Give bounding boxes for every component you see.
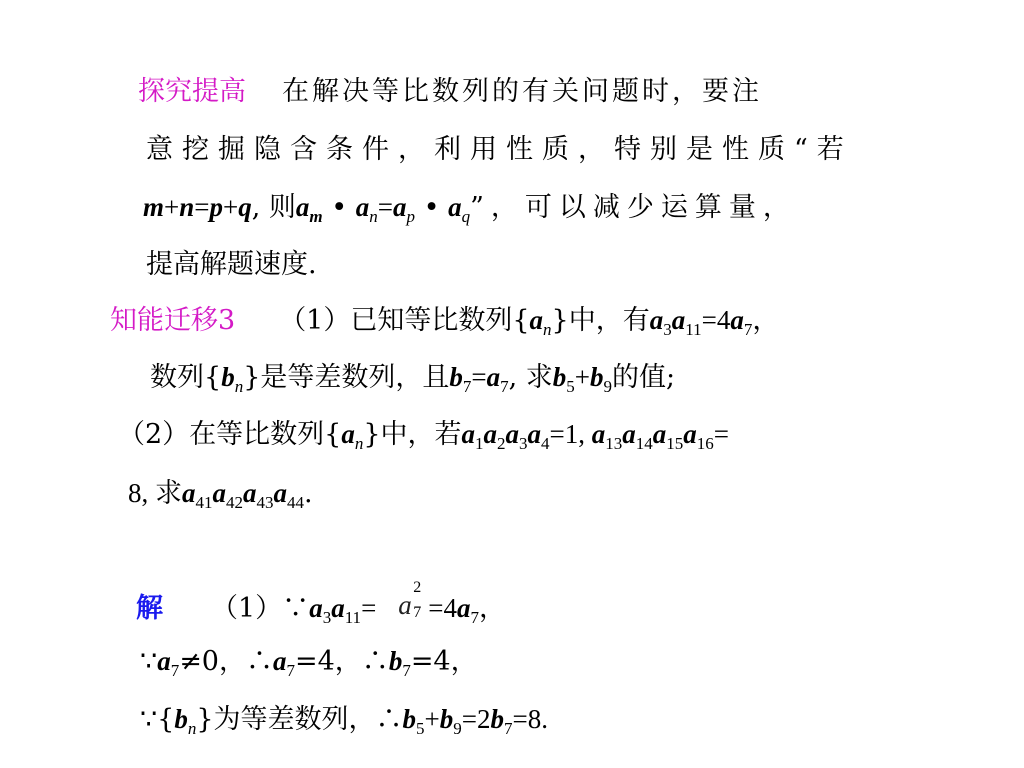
subscript: 14 [635, 433, 653, 453]
op-eq: = [361, 593, 377, 623]
var-p: p [209, 192, 224, 222]
subscript: 44 [287, 492, 304, 512]
subscript: 3 [519, 433, 528, 453]
var-b: b [439, 704, 454, 734]
subscript: 9 [603, 376, 613, 396]
op-plus: + [424, 704, 440, 734]
op-eq: = [713, 419, 730, 449]
subscript: 13 [605, 433, 623, 453]
var-a: a [243, 478, 257, 508]
var-a: a [212, 478, 226, 508]
text: }中，有 [551, 305, 650, 336]
text: 数列{ [150, 362, 222, 393]
text: ≠0，∴ [179, 646, 273, 677]
subscript: 7 [504, 718, 513, 738]
var-a: a [591, 419, 606, 449]
var-b: b [490, 704, 505, 734]
subscript: q [461, 206, 471, 226]
solution-line-1 [136, 579, 507, 627]
subscript: 4 [541, 433, 550, 453]
op-dot: • [322, 192, 356, 223]
text: ∵ [140, 646, 158, 677]
var-a: a [273, 646, 287, 676]
subscript: n [187, 718, 197, 738]
subscript: m [309, 206, 323, 226]
subscript: 3 [663, 319, 672, 339]
text: =4， [410, 646, 478, 677]
var-b: b [552, 362, 567, 392]
transfer-line-2 [150, 362, 676, 396]
var-m: m [143, 192, 165, 222]
subscript: n [369, 206, 378, 226]
subscript: 16 [696, 433, 714, 453]
text: }为等差数列，∴ [196, 704, 403, 735]
var-a: a [527, 419, 542, 449]
subscript: 7 [413, 604, 422, 621]
op-dot: • [414, 192, 449, 223]
var-b: b [221, 362, 235, 392]
var-a: a [683, 419, 697, 449]
text: 8, 求 [128, 478, 182, 508]
op-plus: + [574, 362, 591, 392]
text: =2 [461, 704, 491, 734]
text: =4，∴ [295, 646, 389, 677]
op-eq: = [471, 362, 487, 392]
var-a: a [341, 419, 355, 449]
superscript: 2 [413, 579, 422, 596]
var-a: a [649, 305, 664, 335]
subscript: 5 [566, 376, 575, 396]
subscript: 7 [500, 376, 509, 396]
var-q: q [238, 192, 252, 222]
subscript: 7 [170, 660, 180, 680]
explore-text-3-tail: ”，可以减少运算量， [470, 192, 797, 223]
text: 的值; [612, 362, 676, 393]
subscript: p [406, 206, 415, 226]
transfer-line-4 [128, 478, 313, 512]
transfer-line-3 [118, 419, 730, 453]
subscript: 2 [497, 433, 506, 453]
subscript: n [543, 319, 552, 339]
explore-line-3 [143, 192, 797, 226]
subscript: 7 [286, 660, 295, 680]
solution-line-3 [140, 704, 548, 738]
var-n: n [179, 192, 195, 222]
var-a: a [486, 362, 501, 392]
var-a: a [398, 590, 412, 620]
text: }中，若 [363, 419, 462, 450]
explore-line-4 [146, 251, 317, 278]
text: , 求 [508, 362, 553, 393]
subscript: 3 [322, 607, 332, 627]
var-a: a [182, 478, 196, 508]
subscript: n [354, 433, 364, 453]
explore-label: 探究提高 [138, 76, 246, 107]
a7-squared [398, 579, 428, 621]
text: . [304, 478, 313, 509]
subscript: 7 [402, 660, 411, 680]
var-a: a [505, 419, 520, 449]
subscript: 41 [195, 492, 213, 512]
text: }是等差数列，且 [243, 362, 450, 393]
op-eq: = [377, 192, 393, 222]
var-a: a [671, 305, 686, 335]
var-a: a [392, 192, 407, 222]
var-a: a [355, 192, 370, 222]
subscript: 1 [475, 433, 484, 453]
explore-line-2 [146, 136, 853, 163]
var-a: a [331, 593, 345, 623]
text: （1）∵ [211, 593, 310, 624]
subscript: 42 [226, 492, 243, 512]
text: ， [752, 305, 780, 336]
explore-text-4: 提高解题速度. [146, 249, 317, 280]
subscript: n [234, 376, 244, 396]
subscript: 43 [256, 492, 274, 512]
op-plus: + [164, 192, 180, 222]
var-b: b [174, 704, 188, 734]
var-a: a [457, 593, 471, 623]
var-a: a [622, 419, 636, 449]
var-b: b [388, 646, 403, 676]
var-a: a [461, 419, 476, 449]
subscript: 11 [344, 607, 362, 627]
explore-text-2: 意挖掘隐含条件，利用性质，特别是性质“若 [146, 134, 853, 165]
explore-text-1: 在解决等比数列的有关问题时，要注 [282, 76, 762, 107]
subscript: 7 [462, 376, 472, 396]
explore-line-1 [138, 78, 762, 105]
transfer-label: 知能迁移3 [110, 305, 236, 336]
text-then: , 则 [251, 192, 296, 223]
solution-line-2 [140, 646, 478, 680]
text: =8. [512, 704, 548, 734]
text: =1, [549, 419, 592, 449]
op-plus: + [223, 192, 239, 222]
subscript: 7 [470, 607, 480, 627]
var-a: a [483, 419, 498, 449]
var-a: a [309, 593, 323, 623]
text: ， [479, 593, 507, 624]
subscript: 9 [453, 718, 462, 738]
solution-label: 解 [136, 593, 163, 624]
var-a: a [529, 305, 544, 335]
var-a: a [448, 192, 462, 222]
subscript: 7 [743, 319, 753, 339]
subscript: 15 [666, 433, 684, 453]
text: ∵{ [140, 704, 175, 735]
var-a: a [273, 478, 287, 508]
subscript: 5 [416, 718, 425, 738]
text: （1）已知等比数列{ [279, 305, 530, 336]
var-a: a [652, 419, 667, 449]
var-a: a [157, 646, 171, 676]
text: （2）在等比数列{ [118, 419, 342, 450]
op-eq: = [194, 192, 210, 222]
var-b: b [449, 362, 463, 392]
transfer-line-1 [110, 305, 780, 339]
var-a: a [730, 305, 744, 335]
var-b: b [402, 704, 417, 734]
var-b: b [590, 362, 604, 392]
text: =4 [428, 593, 458, 623]
subscript: 11 [685, 319, 702, 339]
op-eq: =4 [701, 305, 731, 335]
var-a: a [295, 192, 310, 222]
